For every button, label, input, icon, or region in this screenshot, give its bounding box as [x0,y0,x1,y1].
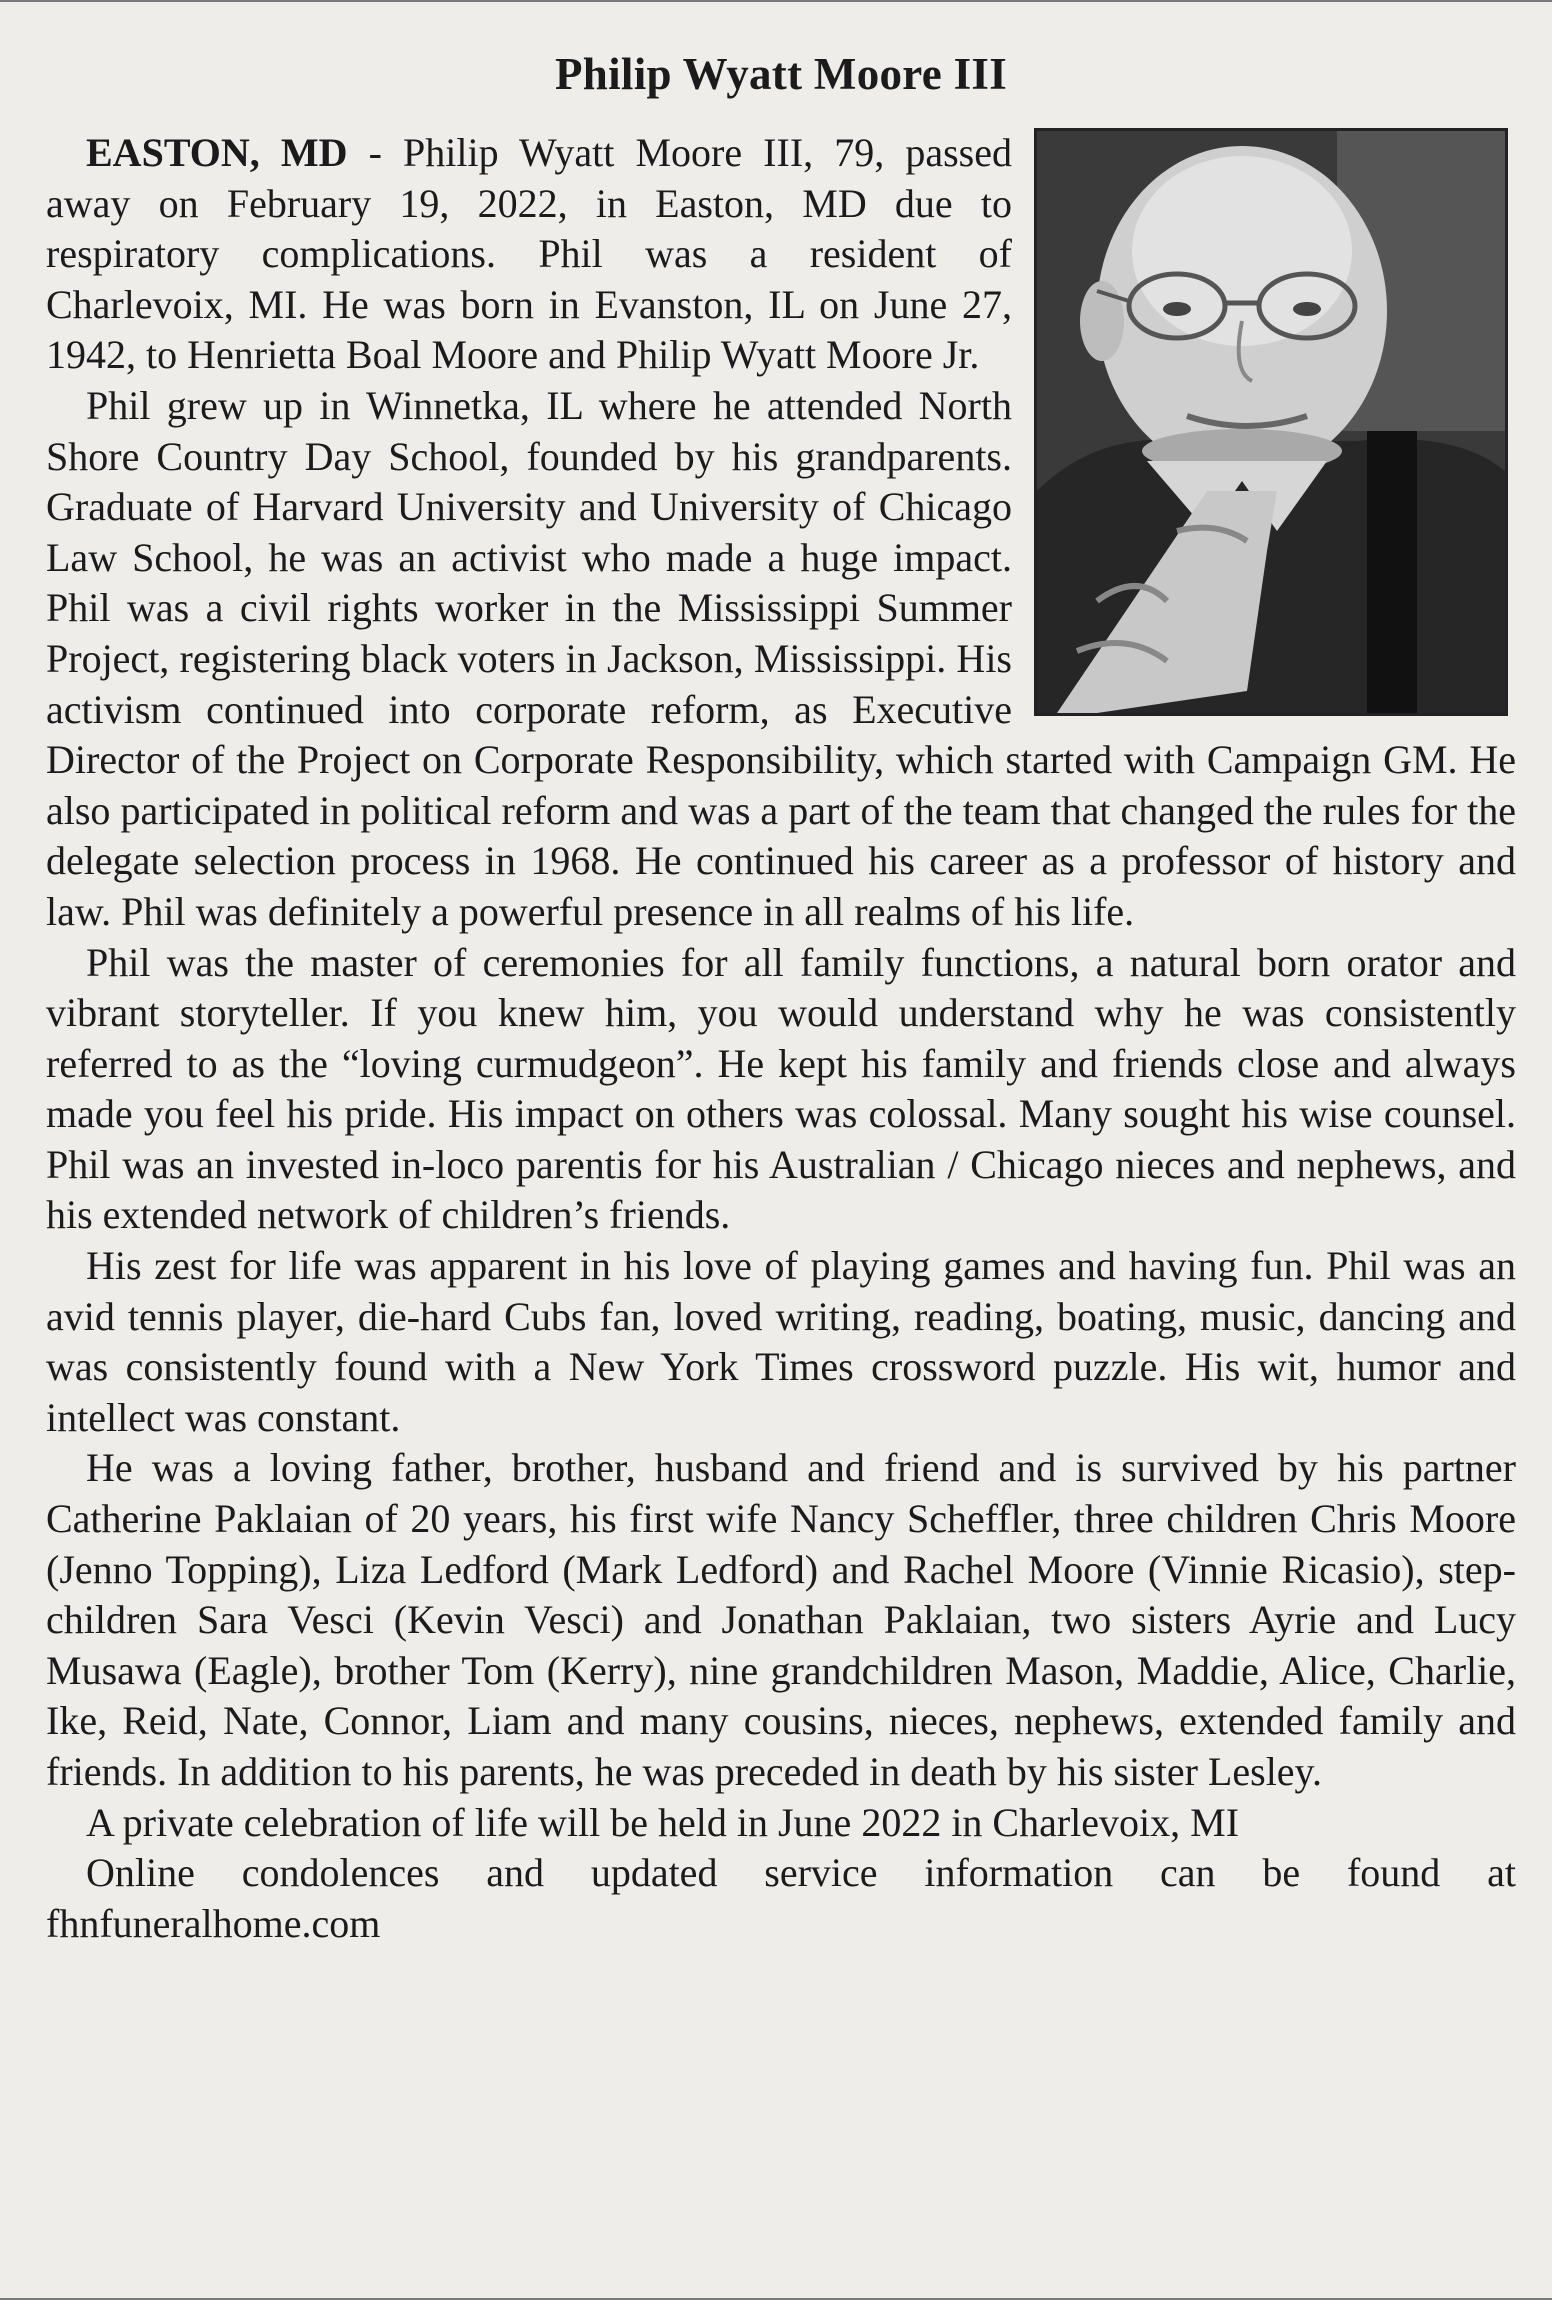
paragraph-7: Online condolences and updated service information can be found at fhnfuneralhome.com [46,1850,1516,1946]
portrait-drawing [1037,131,1505,713]
paragraph-1-text: - Philip Wyatt Moore III, 79, passed away on February 19, 2022, in Easton, MD due to respiratory complications. Phil was a resident of Charlevoix, MI. He was born in Evanston, IL on June 27, 1942, to Henrietta Boal Moore and Philip Wyatt Moore Jr. [46,130,1012,378]
headline: Philip Wyatt Moore III [554,49,1008,99]
paragraph-5: He was a loving father, brother, husband and friend and is survived by his partner Catherine Paklaian of 20 years, his first wife Nancy Scheffler, three children Chris Moore (Jenno Topping), Liza Ledford (Mark Ledford) and Rachel Moore (Vinnie Ricasio), step-children Sara Vesci (Kevin Vesci) and Jonathan Paklaian, two sisters Ayrie and Lucy Musawa (Eagle), brother Tom (Kerry), nine grandchildren Mason, Maddie, Alice, Charlie, Ike, Reid, Nate, Connor, Liam and many cousins, nieces, nephews, extended family and friends. In addition to his parents, he was preceded in death by his sister Lesley. [46,1445,1516,1794]
paragraph-4: His zest for life was apparent in his love of playing games and having fun. Phil was an avid tennis player, die-hard Cubs fan, loved writing, reading, boating, music, dancing and was consistently found with a New York Times crossword puzzle. His wit, humor and intellect was constant. [46,1243,1516,1440]
paragraph-3: Phil was the master of ceremonies for all family functions, a natural born orator and vibrant storyteller. If you knew him, you would understand why he was consistently referred to as the “loving curmudgeon”. He kept his family and friends close and always made you feel his pride. His impact on others was colossal. Many sought his wise counsel. Phil was an invested in-loco parentis for his Australian / Chicago nieces and nephews, and his extended network of children’s friends. [46,939,1516,1238]
paragraph-2: Phil grew up in Winnetka, IL where he attended North Shore Country Day School, founded by his grandparents. Graduate of Harvard University and University of Chicago Law School, he was an activist who made a huge impact. Phil was a civil rights worker in the Mississippi Summer Project, registering black voters in Jackson, Mississippi. His activism continued into corporate reform, as Executive Director of the Project on Corporate Responsibility, which started with Campaign GM. He also participated in political reform and was a part of the team that changed the rules for the delegate selection process in 1968. He continued his career as a professor of history and law. Phil was definitely a powerful presence in all realms of his life. [46,382,1516,934]
dateline: EASTON, MD [86,130,348,175]
paragraph-6: A private celebration of life will be held in June 2022 in Charlevoix, MI [86,1799,1240,1845]
portrait-photo-icon [1034,128,1508,716]
